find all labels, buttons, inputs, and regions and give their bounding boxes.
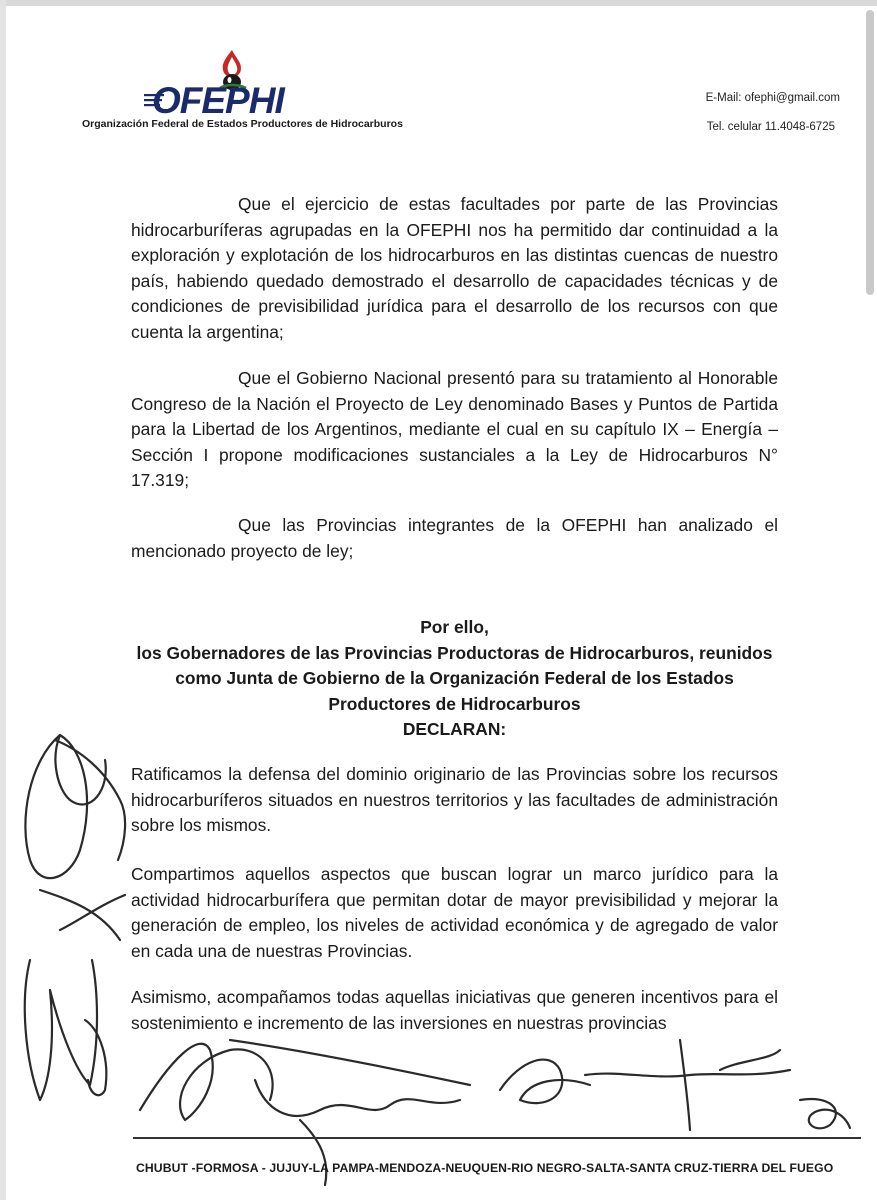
scrollbar-thumb[interactable]: [866, 10, 874, 295]
heading-line: DECLARAN:: [402, 719, 507, 739]
signature-stroke: [140, 1044, 273, 1120]
heading-line: Productores de Hidrocarburos: [328, 693, 581, 714]
signature-stroke: [585, 1070, 790, 1076]
logo-wordmark: OFEPHI: [152, 80, 284, 121]
signature-stroke: [800, 1099, 850, 1128]
contact-email: E-Mail: ofephi@gmail.com: [705, 92, 840, 104]
page-edge: [0, 0, 877, 6]
heading-line: como Junta de Gobierno de la Organización Federal de los Estados: [175, 668, 734, 688]
page-edge-left: [0, 0, 6, 1200]
declaration-item-2: Compartimos aquellos aspectos que buscan lograr un marco jurídico para la actividad hidrocarburífera que permitan dotar de mayor previsibilidad y mejorar la generación de empleo, los niveles de actividad económica y de agregado de valor en cada una de nuestras Provincias.: [131, 864, 778, 961]
contact-phone: Tel. celular 11.4048-6725: [706, 121, 835, 133]
signature-stroke: [680, 1040, 690, 1130]
signature-stroke: [40, 890, 125, 940]
signature-stroke: [300, 1120, 326, 1185]
signature-stroke: [720, 1050, 780, 1070]
signature-stroke: [25, 735, 105, 878]
declaration-heading: [131, 615, 778, 743]
declaration-item-1: Ratificamos la defensa del dominio originario de las Provincias sobre los recursos hidrocarburíferos situados en nuestros territorios y las facultades de administración sobre los mismos.: [131, 764, 778, 835]
paragraph-considerando-3: Que las Provincias integrantes de la OFEPHI han analizado el mencionado proyecto de ley;: [131, 515, 778, 561]
ofephi-logo: [82, 48, 402, 138]
signature-stroke: [25, 960, 97, 1100]
heading-line: Por ello,: [420, 617, 489, 637]
footer-divider: [133, 1137, 861, 1139]
signature-stroke: [500, 1060, 590, 1104]
signature-stroke: [230, 1040, 470, 1085]
declaration-item-3: Asimismo, acompañamos todas aquellas iniciativas que generen incentivos para el sostenimiento e incremento de las inversiones en nuestras provincias: [131, 987, 778, 1033]
scrollbar[interactable]: [863, 0, 877, 1200]
signature-stroke: [55, 740, 125, 860]
paragraph-considerando-1: Que el ejercicio de estas facultades por parte de las Provincias hidrocarburíferas agrupadas en la OFEPHI nos ha permitido dar continuidad a la exploración y explotación de los hidrocarburos en las distintas cuencas de nuestro país, habiendo quedado demostrado el desarrollo de capacidades técnicas y de condiciones de previsibilidad jurídica para el desarrollo de los recursos con que cuenta la argentina;: [131, 194, 778, 342]
footer-provinces: CHUBUT -FORMOSA - JUJUY-LA PAMPA-MENDOZA-NEUQUEN-RIO NEGRO-SALTA-SANTA CRUZ-TIERRA DEL FUEGO: [136, 1161, 834, 1175]
heading-line: los Gobernadores de las Provincias Productoras de Hidrocarburos, reunidos: [136, 642, 773, 663]
org-name: Organización Federal de Estados Productores de Hidrocarburos: [82, 118, 403, 130]
signature-stroke: [85, 1020, 106, 1095]
paragraph-considerando-2: Que el Gobierno Nacional presentó para su tratamiento al Honorable Congreso de la Nación el Proyecto de Ley denominado Bases y Puntos de Partida para la Libertad de los Argentinos, mediante el cual en su capítulo IX – Energía – Sección I propone modificaciones sustanciales a la Ley de Hidrocarburos N° 17.319;: [131, 368, 778, 490]
signature-stroke: [255, 1080, 460, 1116]
